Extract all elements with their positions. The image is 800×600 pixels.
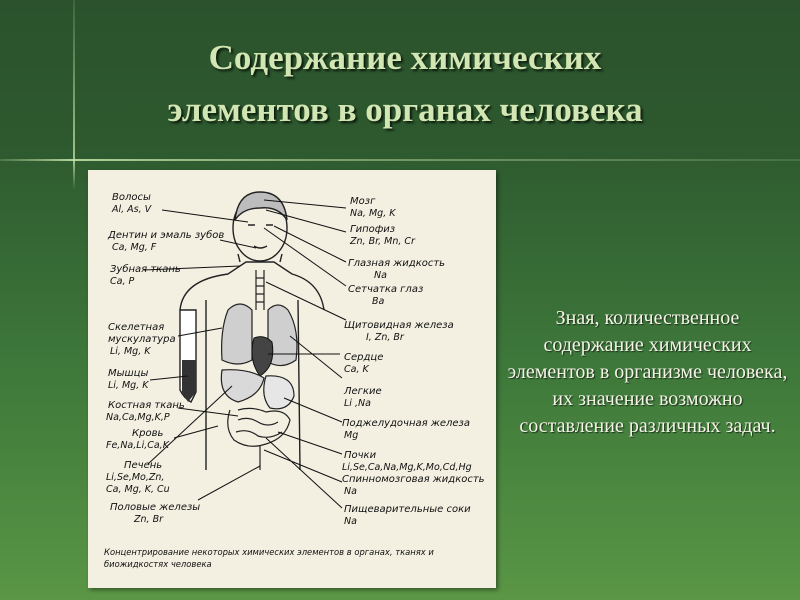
label-sex-glands: Половые железы: [110, 502, 201, 513]
label-muscles-elements: Li, Mg, K: [108, 380, 149, 391]
label-kidneys-elements: Li,Se,Ca,Na,Mg,K,Mo,Cd,Hg: [342, 462, 472, 473]
label-liver-elements-1: Li,Se,Mo,Zn,: [106, 472, 165, 483]
label-teeth-enamel: Дентин и эмаль зубов: [108, 230, 225, 241]
label-eye-fluid: Глазная жидкость: [348, 258, 446, 269]
label-liver-elements-2: Ca, Mg, K, Cu: [106, 484, 170, 495]
label-skeletal-muscles-elements: Li, Mg, K: [110, 346, 151, 357]
slide-title-line-2: элементов в органах человека: [167, 90, 643, 129]
label-spinal-fluid-elements: Na: [344, 486, 357, 497]
label-digestive-juices-elements: Na: [344, 516, 357, 527]
label-blood: Кровь: [132, 428, 164, 439]
trachea: [256, 270, 264, 310]
label-eye-fluid-elements: Na: [374, 270, 387, 281]
label-lungs: Легкие: [344, 386, 382, 397]
label-heart-elements: Ca, K: [344, 364, 369, 375]
label-pituitary-elements: Zn, Br, Mn, Cr: [350, 236, 415, 247]
label-brain: Мозг: [350, 196, 376, 207]
decorative-horizontal-line: [0, 159, 800, 161]
label-kidneys: Почки: [344, 450, 377, 461]
slide-title: [90, 32, 720, 136]
label-skeletal-muscles-2: мускулатура: [108, 334, 176, 345]
decorative-vertical-line: [73, 0, 75, 190]
label-pancreas-elements: Mg: [344, 430, 359, 441]
label-retina-elements: Ba: [372, 296, 385, 307]
label-skeletal-muscles: Скелетная: [108, 322, 165, 333]
label-muscles: Мышцы: [108, 368, 149, 379]
anatomy-figure: [88, 170, 496, 588]
anatomy-diagram: [88, 170, 496, 588]
label-teeth-enamel-elements: Ca, Mg, F: [112, 242, 157, 253]
label-retina: Сетчатка глаз: [348, 284, 424, 295]
figure-caption: Концентрирование некоторых химических элементов в органах, тканях и биожидкостях человека: [104, 547, 434, 569]
label-hair-elements: Al, As, V: [112, 204, 152, 215]
label-blood-elements: Fe,Na,Li,Ca,K: [106, 440, 169, 451]
label-brain-elements: Na, Mg, K: [350, 208, 396, 219]
label-liver: Печень: [124, 460, 163, 471]
right-labels: [342, 196, 485, 527]
label-spinal-fluid: Спинномозговая жидкость: [342, 474, 485, 485]
stomach: [264, 376, 294, 409]
label-lungs-elements: Li ,Na: [344, 398, 371, 409]
liver: [221, 370, 264, 402]
slide-title-line-1: Содержание химических: [208, 38, 602, 77]
label-thyroid: Щитовидная железа: [344, 320, 454, 331]
explanatory-text: Зная, количественное содержание химических элементов в организме человека, их значение возможно составление различных задач.: [507, 307, 788, 437]
intestines: [228, 408, 290, 470]
label-thyroid-elements: I, Zn, Br: [366, 332, 404, 343]
heart: [252, 337, 273, 376]
label-tooth-tissue-elements: Ca, P: [110, 276, 135, 287]
label-digestive-juices: Пищеварительные соки: [344, 504, 471, 515]
label-bone-elements: Na,Ca,Mg,K,P: [106, 412, 170, 423]
label-pancreas: Поджелудочная железа: [342, 418, 470, 429]
label-tooth-tissue: Зубная ткань: [110, 264, 181, 275]
label-hair: Волосы: [112, 192, 151, 203]
label-pituitary: Гипофиз: [350, 224, 396, 235]
label-bone: Костная ткань: [108, 400, 185, 411]
label-heart: Сердце: [344, 352, 384, 363]
label-sex-glands-elements: Zn, Br: [134, 514, 163, 525]
